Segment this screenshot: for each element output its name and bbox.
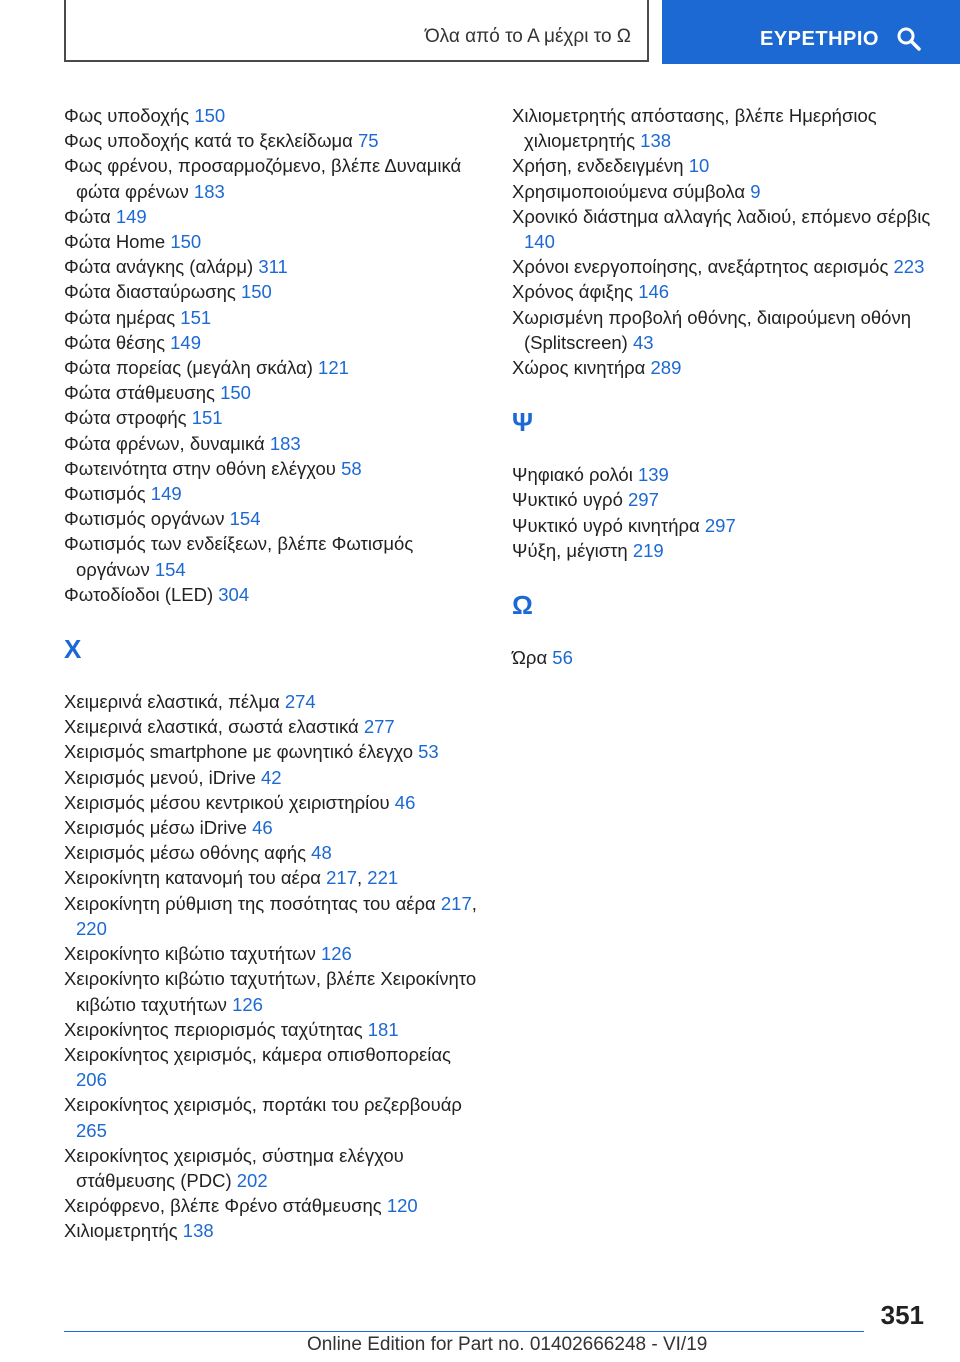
index-entry-text: Φως φρένου, προσαρμοζόμενο, βλέπε Δυναμικά φώτα φρένων xyxy=(64,155,462,202)
index-entry xyxy=(64,431,484,456)
index-entry xyxy=(512,153,932,178)
index-entry-text: Χρονικό διάστημα αλλαγής λαδιού, επόμενο σέρβις xyxy=(512,205,931,227)
footer-divider xyxy=(64,1331,864,1332)
page-reference-link[interactable]: 220 xyxy=(76,917,107,939)
page-reference-link[interactable]: 138 xyxy=(182,1220,214,1242)
index-entry-text: Χειμερινά ελαστικά, σωστά ελαστικά xyxy=(64,716,359,738)
page-reference-link[interactable]: 139 xyxy=(637,464,669,486)
page-reference-link[interactable]: 311 xyxy=(258,256,288,278)
index-entry-text: Ώρα xyxy=(512,647,548,669)
index-entry xyxy=(64,405,484,430)
index-entry xyxy=(512,513,932,538)
page-reference-link[interactable]: 219 xyxy=(632,539,664,561)
tab-a-to-z-label: Όλα από το Α μέχρι το Ω xyxy=(424,26,631,47)
page-reference-link[interactable]: 46 xyxy=(252,817,273,839)
page-reference-link[interactable]: 206 xyxy=(76,1069,107,1091)
page-reference-link[interactable]: 42 xyxy=(261,766,282,788)
index-entry xyxy=(64,330,484,355)
index-entry xyxy=(64,1017,484,1042)
index-entry xyxy=(64,355,484,380)
index-entry xyxy=(64,481,484,506)
index-entry-text: Φώτα θέσης xyxy=(64,331,165,353)
tab-a-to-z[interactable] xyxy=(64,0,649,62)
index-entry xyxy=(64,305,484,330)
index-entry xyxy=(64,1193,484,1218)
index-entry-text: Χρησιμοποιούμενα σύμβολα xyxy=(512,180,746,202)
index-entry-text: Φώτα διασταύρωσης xyxy=(64,281,236,303)
index-entry xyxy=(512,103,932,153)
index-entry-text: Χρήση, ενδεδειγμένη xyxy=(512,155,684,177)
footer-edition: Online Edition for Part no. 01402666248 - VI/19 xyxy=(307,1334,708,1355)
page-reference-link[interactable]: 149 xyxy=(150,483,182,505)
page-reference-link[interactable]: 151 xyxy=(180,306,212,328)
index-entry xyxy=(64,815,484,840)
page-reference-link[interactable]: 138 xyxy=(640,130,672,152)
page-reference-link[interactable]: 121 xyxy=(318,357,349,379)
index-entry xyxy=(512,355,932,380)
page-reference-link[interactable]: 150 xyxy=(220,382,251,404)
index-entry-text: Χρόνοι ενεργοποίησης, ανεξάρτητος αερισμός xyxy=(512,256,889,278)
index-entry-text: Φωτισμός οργάνων xyxy=(64,508,225,530)
index-entry-text: Φώτα ανάγκης (αλάρμ) xyxy=(64,256,254,278)
index-entry xyxy=(64,689,484,714)
page-reference-link[interactable]: 56 xyxy=(552,647,573,669)
index-letter-heading: Ω xyxy=(512,590,533,621)
page-reference-link[interactable]: 150 xyxy=(170,231,202,253)
page-reference-link[interactable]: 202 xyxy=(236,1169,268,1191)
index-entry-text: Φωτοδίοδοι (LED) xyxy=(64,583,214,605)
index-entry-text: Ψυκτικό υγρό xyxy=(512,489,623,511)
index-entry xyxy=(64,204,484,229)
index-entry-text: Φως υποδοχής κατά το ξεκλείδωμα xyxy=(64,130,353,152)
index-entry xyxy=(64,153,484,203)
index-entry: Χειροκίνητη κατανομή του αέρα 217, 221 xyxy=(64,867,399,889)
page-reference-link[interactable]: 48 xyxy=(311,842,332,864)
page-reference-link[interactable]: 146 xyxy=(638,281,670,303)
page-reference-link[interactable]: 75 xyxy=(358,130,379,152)
index-entry xyxy=(64,103,484,128)
index-entry-text: Χειρισμός smartphone με φωνητικό έλεγχο xyxy=(64,741,413,763)
page-reference-link[interactable]: 265 xyxy=(76,1119,107,1141)
index-entry xyxy=(512,279,932,304)
search-icon xyxy=(896,26,922,52)
index-entry-text: Φωτισμός xyxy=(64,483,146,505)
index-entry xyxy=(512,538,932,563)
index-entry xyxy=(64,229,484,254)
index-entry-text: Φώτα xyxy=(64,205,111,227)
page-reference-link[interactable]: 46 xyxy=(394,791,416,813)
index-entry xyxy=(64,582,484,607)
index-entry xyxy=(64,1218,484,1243)
page-reference-link[interactable]: 53 xyxy=(418,741,439,763)
index-entry-text: Χειροκίνητη κατανομή του αέρα xyxy=(64,867,321,889)
page-reference-link[interactable]: 120 xyxy=(386,1195,418,1217)
index-entry-text: Χώρος κινητήρα xyxy=(512,357,646,379)
page-reference-link[interactable]: 297 xyxy=(704,514,736,536)
index-entry xyxy=(64,765,484,790)
index-entry xyxy=(64,790,484,815)
page-reference-link[interactable]: 304 xyxy=(218,583,250,605)
index-entry-text: Χειροκίνητο κιβώτιο ταχυτήτων xyxy=(64,943,316,965)
index-entry-text: Χειρόφρενο, βλέπε Φρένο στάθμευσης xyxy=(64,1195,382,1217)
index-entry-text: Ψηφιακό ρολόι xyxy=(512,464,633,486)
index-entry xyxy=(512,487,932,512)
page-reference-link[interactable]: 221 xyxy=(367,867,399,889)
page-reference-link[interactable]: 297 xyxy=(628,489,659,511)
index-entry xyxy=(64,1042,484,1092)
index-entry-text: Χειρισμός μενού, iDrive xyxy=(64,766,256,788)
index-entry-text: Χωρισμένη προβολή οθόνης, διαιρούμενη οθόνη (Splitscreen) xyxy=(512,306,911,353)
index-entry-text: Χιλιομετρητής xyxy=(64,1220,178,1242)
index-entry-text: Χειροκίνητος περιορισμός ταχύτητας xyxy=(64,1018,363,1040)
index-entry xyxy=(512,254,932,279)
index-entry-text: Χιλιομετρητής απόστασης, βλέπε Ημερήσιος χιλιομετρητής xyxy=(512,105,877,152)
page-reference-link[interactable]: 183 xyxy=(269,432,301,454)
index-entry xyxy=(64,279,484,304)
index-entry xyxy=(64,531,484,581)
index-entry xyxy=(512,179,932,204)
index-entry xyxy=(64,739,484,764)
index-entry-text: Χειροκίνητο κιβώτιο ταχυτήτων, βλέπε Χειροκίνητο κιβώτιο ταχυτήτων xyxy=(64,968,477,1015)
index-entry xyxy=(64,1092,484,1142)
index-entry-text: Φώτα στάθμευσης xyxy=(64,382,215,404)
page-reference-link[interactable]: 10 xyxy=(688,155,710,177)
index-letter-heading: Χ xyxy=(64,634,82,665)
index-entry-text: Χειρισμός μέσου κεντρικού χειριστηρίου xyxy=(64,791,390,813)
header xyxy=(0,0,960,66)
page-reference-link[interactable]: 149 xyxy=(170,331,201,353)
index-entry-text: Φωτισμός των ενδείξεων, βλέπε Φωτισμός οργάνων xyxy=(64,533,414,580)
page-reference-link[interactable]: 126 xyxy=(320,943,352,965)
index-entry xyxy=(64,456,484,481)
index-entry-text: Φώτα στροφής xyxy=(64,407,187,429)
index-entry xyxy=(64,840,484,865)
index-entry xyxy=(64,714,484,739)
index-entry xyxy=(64,128,484,153)
index-entry: Χειροκίνητη ρύθμιση της ποσότητας του αέρα 217, 220 xyxy=(64,892,477,939)
index-entry xyxy=(512,645,932,670)
page-reference-link[interactable]: 274 xyxy=(284,691,316,713)
index-entry-text: Χειρισμός μέσω iDrive xyxy=(64,817,247,839)
index-letter-heading: Ψ xyxy=(512,407,534,438)
tab-index[interactable] xyxy=(662,0,960,64)
index-entry xyxy=(64,380,484,405)
page-reference-link[interactable]: 150 xyxy=(240,281,272,303)
page-reference-link[interactable]: 150 xyxy=(194,105,226,126)
index-entry-text: Φως υποδοχής xyxy=(64,105,190,126)
index-entry xyxy=(64,506,484,531)
page-reference-link[interactable]: 58 xyxy=(341,457,362,479)
page-reference-link[interactable]: 9 xyxy=(750,180,761,202)
index-entry-text: Φώτα ημέρας xyxy=(64,306,176,328)
page-reference-link[interactable]: 149 xyxy=(115,205,147,227)
page-reference-link[interactable]: 140 xyxy=(524,231,555,253)
index-entry-text: Φώτα φρένων, δυναμικά xyxy=(64,432,265,454)
page-reference-link[interactable]: 183 xyxy=(193,180,225,202)
index-entry-text: Ψύξη, μέγιστη xyxy=(512,539,628,561)
page-reference-link[interactable]: 154 xyxy=(229,508,261,530)
page-reference-link[interactable]: 217 xyxy=(326,867,358,889)
page-reference-link[interactable]: 181 xyxy=(367,1018,399,1040)
index-entry-text: Χειμερινά ελαστικά, πέλμα xyxy=(64,691,280,713)
index-entry xyxy=(64,254,484,279)
index-entry-text: Φώτα πορείας (μεγάλη σκάλα) xyxy=(64,357,313,379)
index-entry-text: Χειροκίνητος χειρισμός, σύστημα ελέγχου στάθμευσης (PDC) xyxy=(64,1144,404,1191)
index-entry xyxy=(512,204,932,254)
page-reference-link[interactable]: 289 xyxy=(650,357,682,379)
index-entry-text: Χειροκίνητος χειρισμός, πορτάκι του ρεζερβουάρ xyxy=(64,1094,462,1116)
index-entry xyxy=(64,1143,484,1193)
page-reference-link[interactable]: 217 xyxy=(440,892,472,914)
index-entry xyxy=(64,941,484,966)
index-column-left xyxy=(64,103,484,1244)
page-reference-link[interactable]: 277 xyxy=(363,716,395,738)
index-entry-text: Ψυκτικό υγρό κινητήρα xyxy=(512,514,700,536)
index-entry xyxy=(64,966,484,1016)
page-reference-link[interactable]: 151 xyxy=(191,407,223,429)
page-reference-link[interactable]: 43 xyxy=(632,331,654,353)
index-entry-text: Φωτεινότητα στην οθόνη ελέγχου xyxy=(64,457,336,479)
page-reference-link[interactable]: 126 xyxy=(232,993,263,1015)
tab-index-label: ΕΥΡΕΤΗΡΙΟ xyxy=(760,28,879,50)
page-reference-link[interactable]: 223 xyxy=(893,256,925,278)
page-number: 351 xyxy=(880,1300,924,1330)
index-entry-text: Χειρισμός μέσω οθόνης αφής xyxy=(64,842,307,864)
index-entry-text: Χειροκίνητη ρύθμιση της ποσότητας του αέρα xyxy=(64,892,436,914)
index-entry xyxy=(512,305,932,355)
index-entry-text: Χειροκίνητος χειρισμός, κάμερα οπισθοπορείας xyxy=(64,1043,451,1065)
index-entry-text: Χρόνος άφιξης xyxy=(512,281,634,303)
index-column-right xyxy=(512,103,932,670)
page-reference-link[interactable]: 154 xyxy=(154,558,186,580)
index-entry xyxy=(512,462,932,487)
index-entry-text: Φώτα Home xyxy=(64,231,166,253)
